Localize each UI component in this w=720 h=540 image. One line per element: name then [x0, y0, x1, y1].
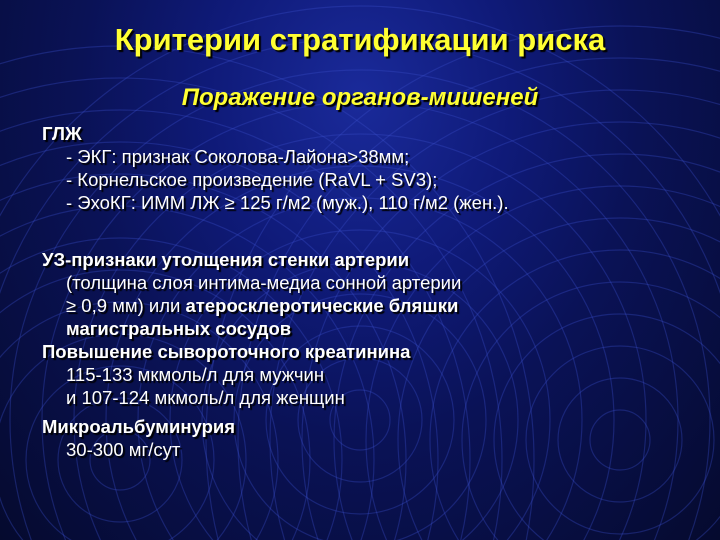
uz-line-2 — [42, 294, 702, 317]
uz-line-3: магистральных сосудов — [66, 318, 292, 339]
slide-body — [42, 122, 702, 461]
glzh-line-echo: - ЭхоКГ: ИММ ЛЖ ≥ 125 г/м2 (муж.), 110 г/м2 (жен.). — [66, 192, 509, 213]
uz-line-2-bold: атеросклеротические бляшки — [185, 295, 459, 316]
glzh-line-ecg: - ЭКГ: признак Соколова-Лайона>38мм; — [66, 146, 410, 167]
microalbuminuria-line: 30-300 мг/сут — [66, 439, 181, 460]
glzh-line-cornell: - Корнельское произведение (RaVL + SV3); — [66, 169, 438, 190]
creatinine-heading: Повышение сывороточного креатинина — [42, 341, 411, 362]
creatinine-line-women: и 107-124 мкмоль/л для женщин — [66, 387, 345, 408]
uz-heading: УЗ-признаки утолщения стенки артерии — [42, 249, 410, 270]
microalbuminuria-heading: Микроальбуминурия — [42, 416, 236, 437]
slide-subtitle: Поражение органов-мишеней — [181, 84, 539, 111]
uz-line-2-plain: ≥ 0,9 мм) или — [66, 295, 186, 316]
glzh-heading: ГЛЖ — [42, 123, 82, 144]
uz-line-1: (толщина слоя интима-медиа сонной артерии — [66, 272, 462, 293]
creatinine-line-men: 115-133 мкмоль/л для мужчин — [66, 364, 325, 385]
slide-title: Критерии стратификации риска — [114, 22, 606, 57]
